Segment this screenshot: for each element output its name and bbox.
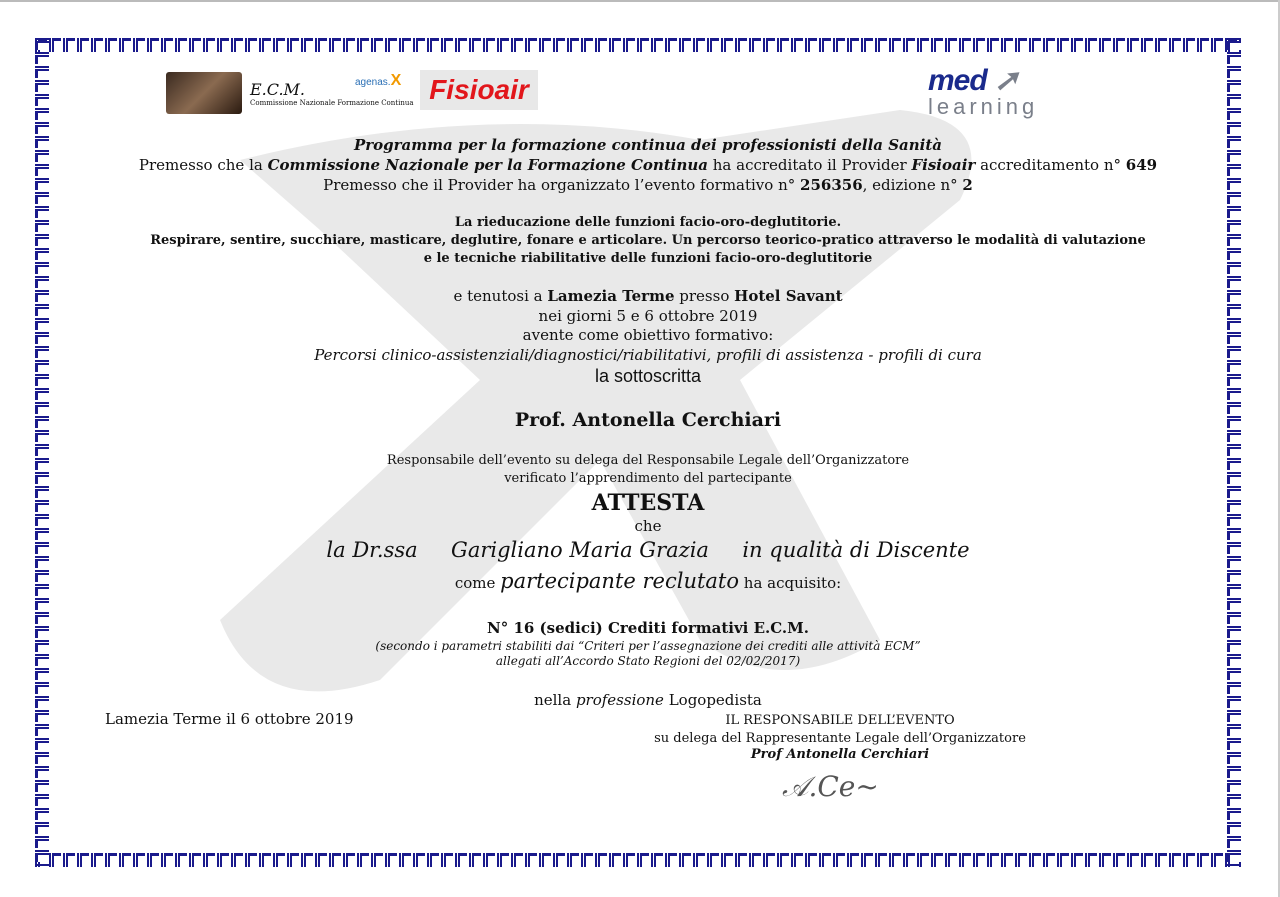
agenas-logo (355, 72, 401, 90)
place-date: Lamezia Terme il 6 ottobre 2019 (105, 710, 354, 728)
signer-name: Prof. Antonella Cerchiari (514, 409, 782, 431)
objective-label: avente come obiettivo formativo: (522, 326, 774, 344)
fisioair-logo: Fisioair (420, 70, 538, 110)
event-number-line: Premesso che il Provider ha organizzato l’evento formativo n° 256356, edizione n° 2 (323, 176, 973, 194)
med-text: med (928, 64, 987, 97)
participant-name: Garigliano Maria Grazia (451, 538, 709, 562)
participant-line: la Dr.ssa Garigliano Maria Grazia in qualità di Discente (326, 538, 970, 562)
handwritten-signature: 𝒜.Ce~ (782, 770, 879, 803)
objective-text: Percorsi clinico-assistenziali/diagnostici/riabilitativi, profili di assistenza - profili di cura (314, 346, 982, 364)
ecm-subtitle: Commissione Nazionale Formazione Continua (250, 98, 414, 107)
delega-text: su delega del Rappresentante Legale dell’Organizzatore (654, 731, 1026, 746)
signer-role-2: verificato l’apprendimento del partecipante (504, 471, 792, 486)
participant-type-line: come partecipante reclutato ha acquisito: (454, 569, 842, 593)
attesta-heading: ATTESTA (591, 490, 705, 516)
footer-signer-name: Prof Antonella Cerchiari (750, 747, 930, 762)
accreditation-line: Premesso che la Commissione Nazionale per la Formazione Continua ha accreditato il Provider Fisioair accreditamento n° 649 (138, 156, 1158, 174)
top-edge (0, 0, 1280, 2)
sottoscritta: la sottoscritta (594, 366, 702, 386)
learning-text: learning (928, 94, 1039, 119)
program-heading: Programma per la formazione continua dei professionisti della Sanità (353, 136, 943, 154)
venue-line: e tenutosi a Lamezia Terme presso Hotel Savant (453, 287, 843, 305)
agenas-mark-icon: X (390, 72, 402, 89)
medlearning-logo: med ➚ learning (928, 64, 1039, 119)
credits-title: N° 16 (sedici) Crediti formativi E.C.M. (487, 619, 809, 637)
profession-line: nella professione Logopedista (534, 691, 762, 709)
event-title-3: e le tecniche riabilitative delle funzioni facio-oro-deglutitorie (423, 251, 873, 266)
agenas-text: agenas. (355, 77, 391, 88)
responsabile-heading: IL RESPONSABILE DELL’EVENTO (725, 713, 955, 728)
credits-note-1: (secondo i parametri stabiliti dai “Criteri per l’assegnazione dei crediti alle attività ECM” (375, 639, 921, 653)
ecm-title: E.C.M. (250, 79, 305, 99)
dates-line: nei giorni 5 e 6 ottobre 2019 (538, 307, 758, 325)
event-title-1: La rieducazione delle funzioni facio-oro-deglutitorie. (454, 215, 842, 230)
signer-role-1: Responsabile dell’evento su delega del Responsabile Legale dell’Organizzatore (386, 453, 910, 468)
ecm-image (166, 72, 242, 114)
che-text: che (634, 517, 662, 535)
credits-note-2: allegati all’Accordo Stato Regioni del 02/02/2017) (495, 654, 801, 668)
event-title-2: Respirare, sentire, succhiare, masticare, deglutire, fonare e articolare. Un percorso teorico-pratico attraverso le modalità di valutazione (150, 233, 1146, 248)
